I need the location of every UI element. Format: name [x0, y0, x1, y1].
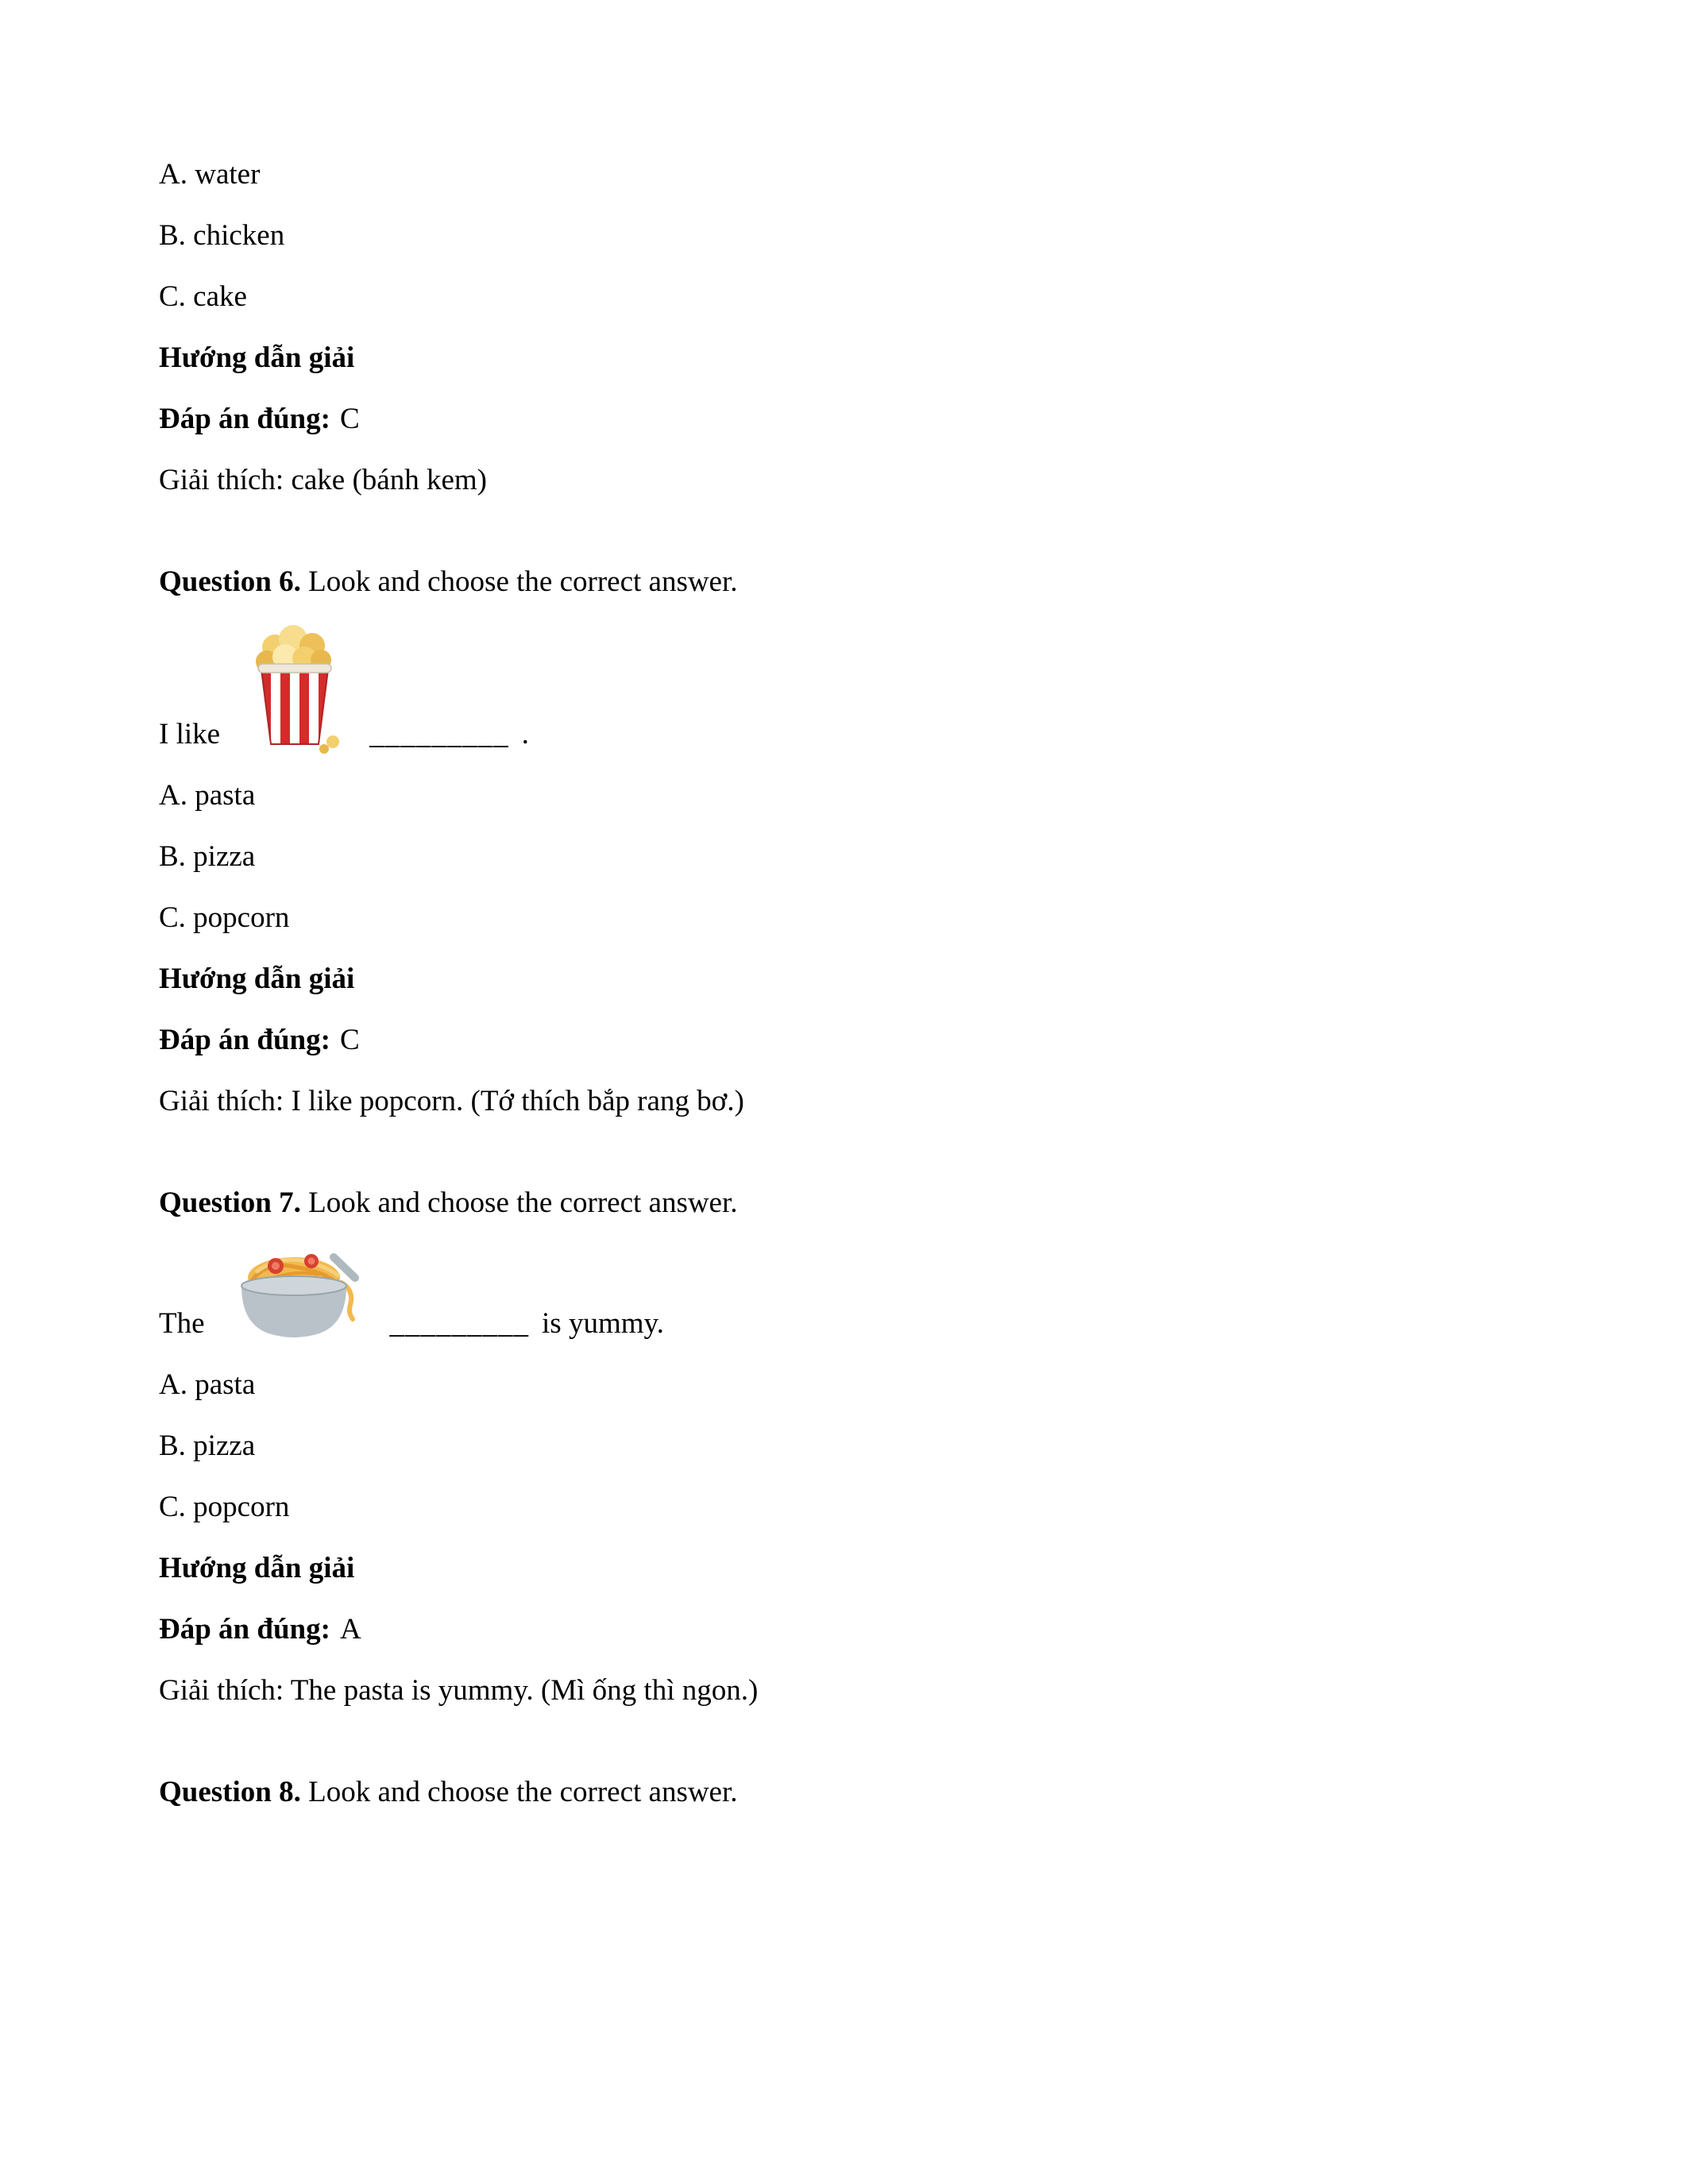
- sentence-after: .: [521, 718, 529, 751]
- answer-line: [159, 399, 1529, 439]
- answer-value: C: [339, 1024, 360, 1056]
- question-number: Question 6.: [159, 565, 301, 598]
- answer-blank: _________: [389, 1307, 530, 1340]
- answer-label: Đáp án đúng:: [159, 1024, 330, 1056]
- option-line: A. pasta: [159, 1368, 256, 1401]
- question-prompt: Look and choose the correct answer.: [308, 1776, 738, 1808]
- option-line: C. cake: [159, 280, 247, 313]
- sentence-before: The: [159, 1307, 205, 1340]
- answer-line: [159, 1610, 1529, 1650]
- option-line: A. pasta: [159, 779, 256, 812]
- question6-block: [159, 562, 1529, 1121]
- option-line: C. popcorn: [159, 901, 290, 934]
- question-prompt: Look and choose the correct answer.: [308, 565, 738, 598]
- question-title: [159, 562, 1529, 602]
- question-number: Question 8.: [159, 1776, 301, 1808]
- explanation-line: Giải thích: The pasta is yummy. (Mì ống thì ngon.): [159, 1674, 759, 1707]
- question5-answer-block: [159, 155, 1529, 500]
- explanation-line: Giải thích: I like popcorn. (Tớ thích bắp rang bơ.): [159, 1085, 744, 1117]
- question7-sentence: [159, 1244, 1529, 1344]
- question-title: [159, 1183, 1529, 1223]
- guide-heading: Hướng dẫn giải: [159, 1552, 355, 1584]
- popcorn-bucket-icon: [247, 623, 342, 754]
- option-line: B. chicken: [159, 219, 285, 252]
- answer-line: [159, 1021, 1529, 1060]
- question8-block: [159, 1773, 1529, 1812]
- popcorn-image: [247, 623, 342, 754]
- pasta-bowl-icon: [232, 1244, 363, 1344]
- option-line: A. water: [159, 158, 261, 191]
- question7-block: [159, 1183, 1529, 1711]
- answer-value: A: [339, 1613, 361, 1646]
- question-number: Question 7.: [159, 1187, 301, 1219]
- sentence-after: is yummy.: [542, 1307, 664, 1340]
- answer-blank: _________: [369, 718, 509, 751]
- guide-heading: Hướng dẫn giải: [159, 963, 355, 995]
- explanation-line: Giải thích: cake (bánh kem): [159, 464, 487, 496]
- option-line: B. pizza: [159, 840, 256, 873]
- answer-label: Đáp án đúng:: [159, 1613, 330, 1646]
- option-line: B. pizza: [159, 1430, 256, 1462]
- guide-heading: Hướng dẫn giải: [159, 341, 355, 374]
- answer-label: Đáp án đúng:: [159, 403, 330, 435]
- question-prompt: Look and choose the correct answer.: [308, 1187, 738, 1219]
- pasta-image: [232, 1244, 363, 1344]
- question-title: [159, 1773, 1529, 1812]
- sentence-before: I like: [159, 718, 221, 751]
- option-line: C. popcorn: [159, 1491, 290, 1523]
- answer-value: C: [339, 403, 360, 435]
- question6-sentence: [159, 623, 1529, 754]
